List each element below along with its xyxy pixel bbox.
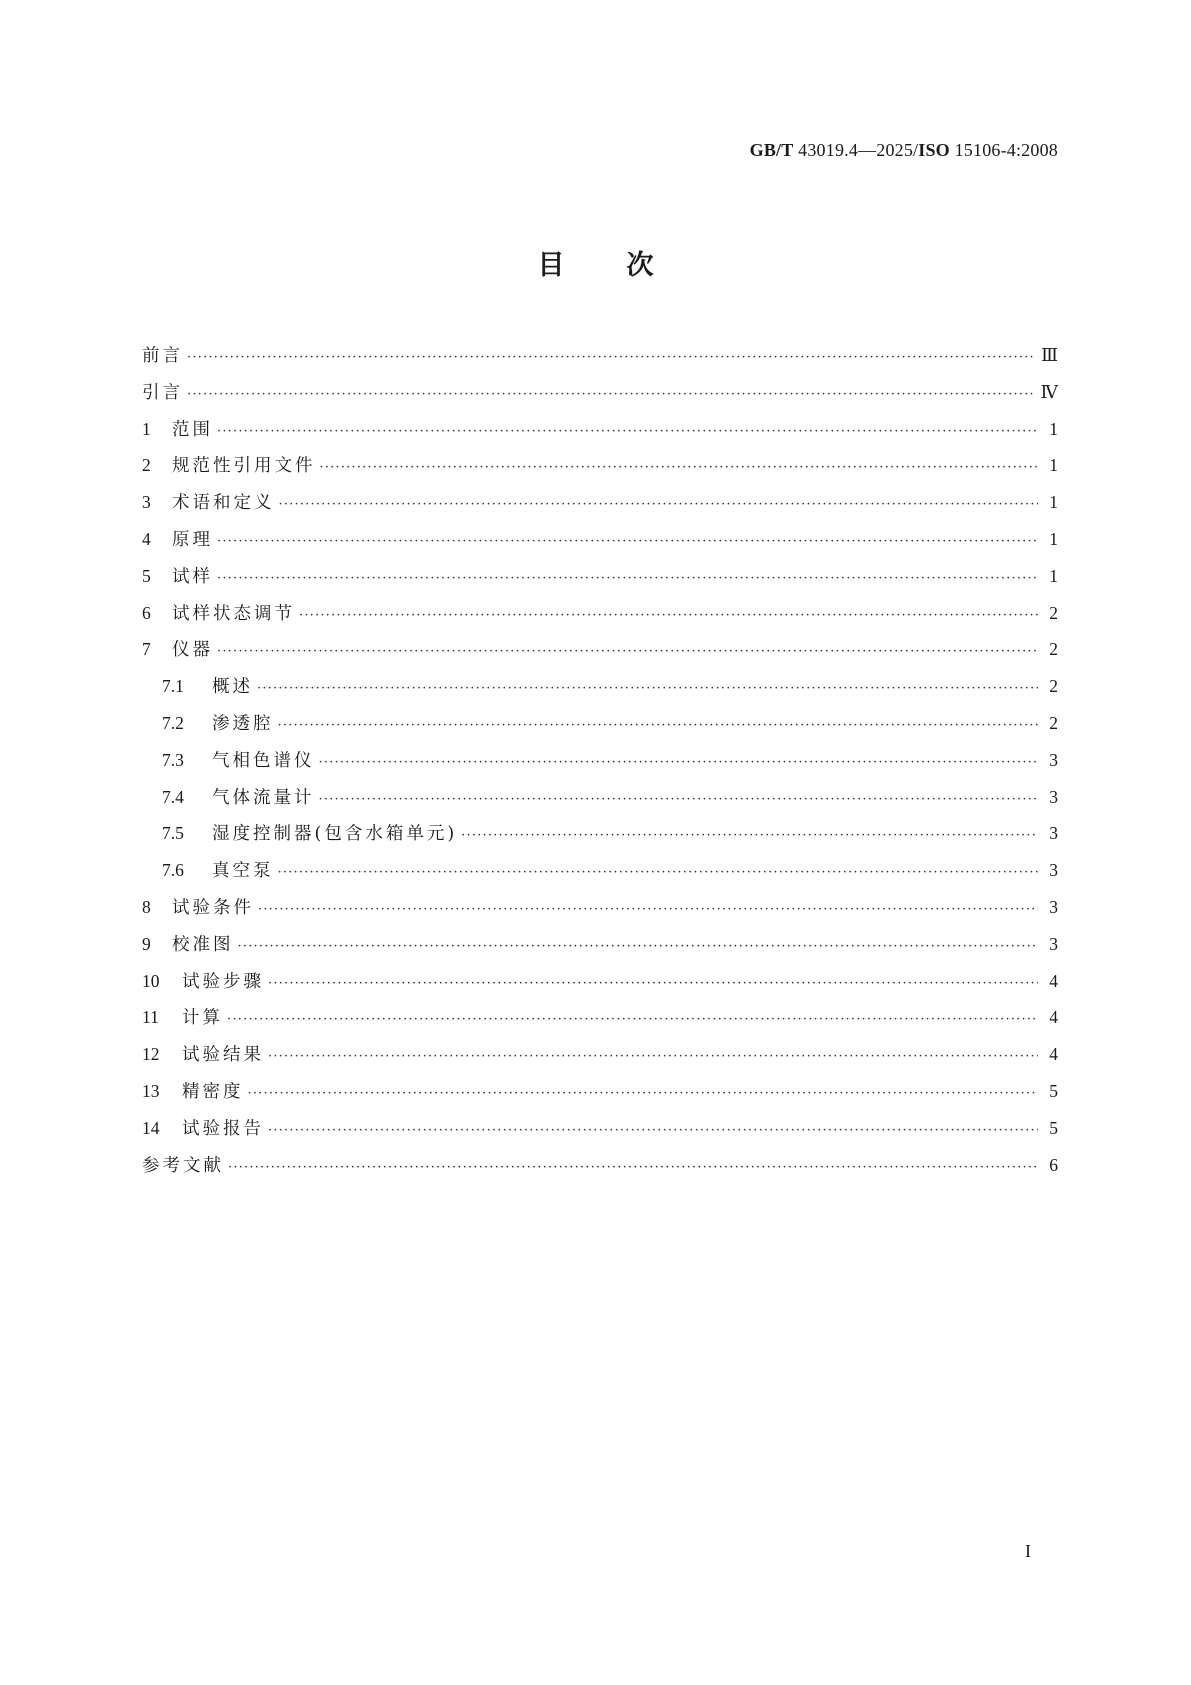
toc-entry-label: 试验报告 bbox=[182, 1118, 264, 1139]
toc-entry-page: 1 bbox=[1049, 565, 1058, 586]
toc-entry-label: 规范性引用文件 bbox=[172, 456, 316, 477]
toc-entry-label: 范围 bbox=[172, 419, 213, 440]
toc-entry-number: 7.2 bbox=[162, 712, 184, 733]
toc-leader-dots bbox=[257, 671, 1038, 708]
toc-entry-label: 试验结果 bbox=[182, 1045, 264, 1066]
toc-entry-number: 13 bbox=[142, 1080, 160, 1101]
toc-entry-number: 7.1 bbox=[162, 676, 184, 697]
toc-entry-label: 试样状态调节 bbox=[172, 603, 295, 624]
toc-entry[interactable] bbox=[142, 852, 1058, 889]
toc-entry-label: 气体流量计 bbox=[212, 787, 315, 808]
iso-prefix: ISO bbox=[918, 140, 950, 160]
toc-entry[interactable] bbox=[142, 1036, 1058, 1073]
toc-entry-number: 14 bbox=[142, 1117, 160, 1138]
toc-entry[interactable] bbox=[142, 705, 1058, 742]
toc-leader-dots bbox=[217, 524, 1038, 561]
toc-leader-dots bbox=[279, 487, 1039, 524]
toc-entry-label: 计算 bbox=[182, 1008, 223, 1029]
toc-entry-page: Ⅳ bbox=[1040, 381, 1058, 402]
toc-entry-page: 1 bbox=[1049, 455, 1058, 476]
standard-code: 43019.4—2025/ bbox=[793, 140, 919, 160]
toc-entry-number: 4 bbox=[142, 528, 151, 549]
standard-number-header bbox=[750, 140, 1058, 161]
toc-entry[interactable] bbox=[142, 779, 1058, 816]
toc-entry-label: 仪器 bbox=[172, 640, 213, 661]
toc-entry-page: 5 bbox=[1049, 1080, 1058, 1101]
toc-entry[interactable] bbox=[142, 815, 1058, 852]
toc-leader-dots bbox=[278, 855, 1039, 892]
toc-entry[interactable] bbox=[142, 411, 1058, 448]
toc-leader-dots bbox=[258, 892, 1038, 929]
toc-entry[interactable] bbox=[142, 521, 1058, 558]
toc-leader-dots bbox=[320, 450, 1039, 487]
toc-entry[interactable] bbox=[142, 631, 1058, 668]
toc-entry-page: 1 bbox=[1049, 492, 1058, 513]
toc-entry-page: 5 bbox=[1049, 1117, 1058, 1138]
toc-entry-label: 精密度 bbox=[182, 1081, 244, 1102]
toc-entry-page: 4 bbox=[1049, 970, 1058, 991]
toc-entry[interactable] bbox=[142, 926, 1058, 963]
toc-entry-label: 气相色谱仪 bbox=[212, 750, 315, 771]
toc-entry-page: 3 bbox=[1049, 860, 1058, 881]
toc-entry-number: 7 bbox=[142, 639, 151, 660]
toc-leader-dots bbox=[228, 1150, 1038, 1187]
toc-entry-number: 8 bbox=[142, 896, 151, 917]
toc-entry[interactable] bbox=[142, 1147, 1058, 1184]
toc-entry[interactable] bbox=[142, 595, 1058, 632]
toc-entry-number: 12 bbox=[142, 1044, 160, 1065]
toc-entry-number: 7.6 bbox=[162, 860, 184, 881]
toc-entry-label: 引言 bbox=[142, 382, 183, 403]
toc-entry[interactable] bbox=[142, 558, 1058, 595]
toc-entry-label: 概述 bbox=[212, 677, 253, 698]
toc-entry[interactable] bbox=[142, 999, 1058, 1036]
toc-entry-page: 1 bbox=[1049, 528, 1058, 549]
toc-entry-label: 试验条件 bbox=[172, 897, 254, 918]
toc-entry-number: 3 bbox=[142, 492, 151, 513]
toc-entry[interactable] bbox=[142, 447, 1058, 484]
iso-code: 15106-4:2008 bbox=[949, 140, 1058, 160]
toc-entry-number: 1 bbox=[142, 418, 151, 439]
toc-leader-dots bbox=[227, 1002, 1038, 1039]
toc-entry-number: 11 bbox=[142, 1007, 159, 1028]
toc-leader-dots bbox=[268, 1039, 1038, 1076]
toc-entry[interactable] bbox=[142, 1110, 1058, 1147]
toc-entry-label: 湿度控制器(包含水箱单元) bbox=[212, 824, 458, 845]
toc-entry-page: 3 bbox=[1049, 933, 1058, 954]
toc-entry[interactable] bbox=[142, 742, 1058, 779]
toc-entry-label: 校准图 bbox=[172, 934, 234, 955]
toc-entry-page: 1 bbox=[1049, 418, 1058, 439]
toc-entry-number: 2 bbox=[142, 455, 151, 476]
toc-entry-label: 术语和定义 bbox=[172, 493, 275, 514]
toc-entry[interactable] bbox=[142, 1073, 1058, 1110]
toc-entry[interactable] bbox=[142, 963, 1058, 1000]
toc-entry-label: 参考文献 bbox=[142, 1155, 224, 1176]
toc-entry-page: 2 bbox=[1049, 676, 1058, 697]
toc-entry-number: 5 bbox=[142, 565, 151, 586]
toc-leader-dots bbox=[238, 929, 1039, 966]
toc-entry-label: 试样 bbox=[172, 566, 213, 587]
toc-leader-dots bbox=[319, 745, 1039, 782]
toc-entry-number: 10 bbox=[142, 970, 160, 991]
page-number: I bbox=[1025, 1541, 1031, 1561]
toc-leader-dots bbox=[319, 782, 1039, 819]
toc-entry[interactable] bbox=[142, 889, 1058, 926]
toc-entry-number: 6 bbox=[142, 602, 151, 623]
toc-entry-number: 7.5 bbox=[162, 823, 184, 844]
toc-leader-dots bbox=[461, 818, 1038, 855]
toc-entry-number: 7.4 bbox=[162, 786, 184, 807]
toc-entry-page: 3 bbox=[1049, 896, 1058, 917]
table-of-contents bbox=[142, 337, 1058, 1183]
toc-entry-page: 3 bbox=[1049, 823, 1058, 844]
toc-entry-page: 3 bbox=[1049, 749, 1058, 770]
toc-entry-number: 7.3 bbox=[162, 749, 184, 770]
toc-leader-dots bbox=[248, 1076, 1039, 1113]
toc-leader-dots bbox=[217, 634, 1038, 671]
toc-entry-page: 3 bbox=[1049, 786, 1058, 807]
toc-entry-page: 2 bbox=[1049, 712, 1058, 733]
toc-entry-label: 真空泵 bbox=[212, 861, 274, 882]
toc-leader-dots bbox=[217, 414, 1038, 451]
toc-entry-page: 2 bbox=[1049, 639, 1058, 660]
toc-entry[interactable] bbox=[142, 337, 1058, 374]
toc-entry-label: 原理 bbox=[172, 529, 213, 550]
toc-leader-dots bbox=[278, 708, 1039, 745]
toc-entry-number: 9 bbox=[142, 933, 151, 954]
toc-entry-label: 渗透腔 bbox=[212, 713, 274, 734]
toc-entry-page: 4 bbox=[1049, 1007, 1058, 1028]
toc-entry[interactable] bbox=[142, 374, 1058, 411]
toc-entry-label: 前言 bbox=[142, 346, 183, 366]
toc-leader-dots bbox=[268, 1113, 1038, 1150]
toc-entry-page: 4 bbox=[1049, 1044, 1058, 1065]
toc-leader-dots bbox=[268, 966, 1038, 1003]
toc-entry-page: 6 bbox=[1049, 1154, 1058, 1175]
toc-leader-dots bbox=[299, 598, 1038, 635]
toc-leader-dots bbox=[217, 561, 1038, 598]
toc-entry-page: Ⅲ bbox=[1041, 345, 1058, 365]
toc-leader-dots bbox=[187, 340, 1035, 377]
toc-entry[interactable] bbox=[142, 668, 1058, 705]
standard-prefix: GB/T bbox=[749, 140, 794, 160]
toc-entry-page: 2 bbox=[1049, 602, 1058, 623]
page-title: 目次 bbox=[537, 250, 716, 281]
toc-leader-dots bbox=[187, 377, 1035, 414]
toc-entry[interactable] bbox=[142, 484, 1058, 521]
toc-entry-label: 试验步骤 bbox=[182, 971, 264, 992]
